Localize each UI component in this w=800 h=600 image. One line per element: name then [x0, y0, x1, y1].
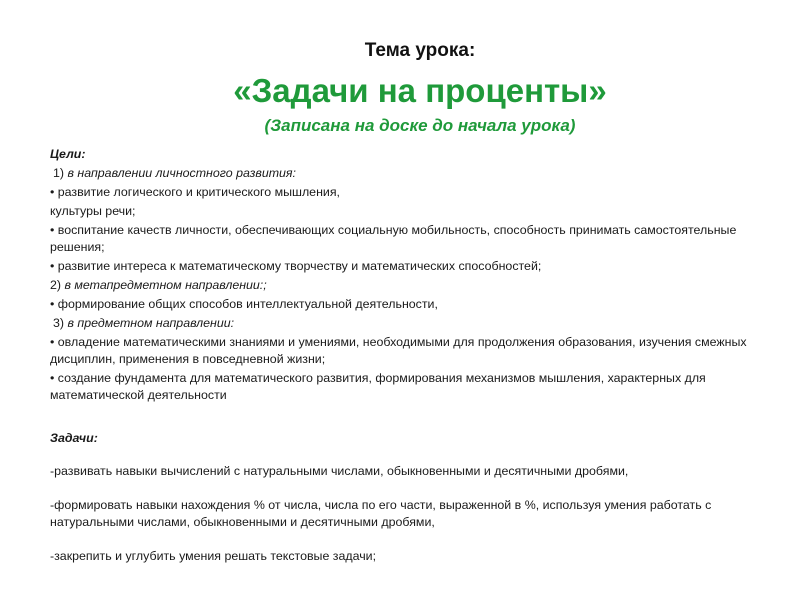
goal-item: • создание фундамента для математического развития, формирования механизмов мышления, характерных для математической деятельности [50, 371, 706, 402]
goal-item: • воспитание качеств личности, обеспечивающих социальную мобильность, способность принимать самостоятельные решения; [50, 223, 737, 254]
goal-item: • развитие логического и критического мышления, [50, 185, 340, 199]
task-item: -закрепить и углубить умения решать текстовые задачи; [50, 549, 377, 563]
goals-section-2 [50, 277, 760, 294]
section-number: 3) [53, 316, 65, 330]
goal-item: • развитие интереса к математическому творчеству и математических способностей; [50, 259, 542, 273]
goal-item: культуры речи; [50, 204, 136, 218]
goals-section-1 [50, 165, 760, 182]
lesson-note: (Записана на доске до начала урока) [264, 116, 576, 135]
goals-section-3 [50, 315, 760, 332]
task-item: -формировать навыки нахождения % от числа, числа по его части, выраженной в %, используя умения работать с натуральными числами, обыкновенными и десятичными дробями, [50, 498, 712, 529]
lesson-topic-label: Тема урока: [364, 40, 476, 61]
spacer [50, 531, 760, 548]
tasks-heading: Задачи: [50, 431, 98, 445]
goal-item: • овладение математическими знаниями и умениями, необходимыми для продолжения образования, изучения смежных дисциплин, применения в повседневной жизни; [50, 335, 747, 366]
section-label: в предметном направлении: [67, 316, 235, 330]
section-label: в метапредметном направлении:; [64, 278, 267, 292]
section-number: 1) [53, 166, 65, 180]
spacer [50, 404, 760, 430]
section-label: в направлении личностного развития: [67, 166, 296, 180]
goal-item: • формирование общих способов интеллектуальной деятельности, [50, 297, 438, 311]
lesson-title: «Задачи на проценты» [233, 72, 607, 109]
task-item: -развивать навыки вычислений с натуральными числами, обыкновенными и десятичными дробями, [50, 464, 629, 478]
lesson-body [50, 146, 760, 565]
spacer [50, 447, 760, 463]
goals-heading: Цели: [50, 147, 86, 161]
spacer [50, 480, 760, 497]
section-number: 2) [50, 278, 62, 292]
